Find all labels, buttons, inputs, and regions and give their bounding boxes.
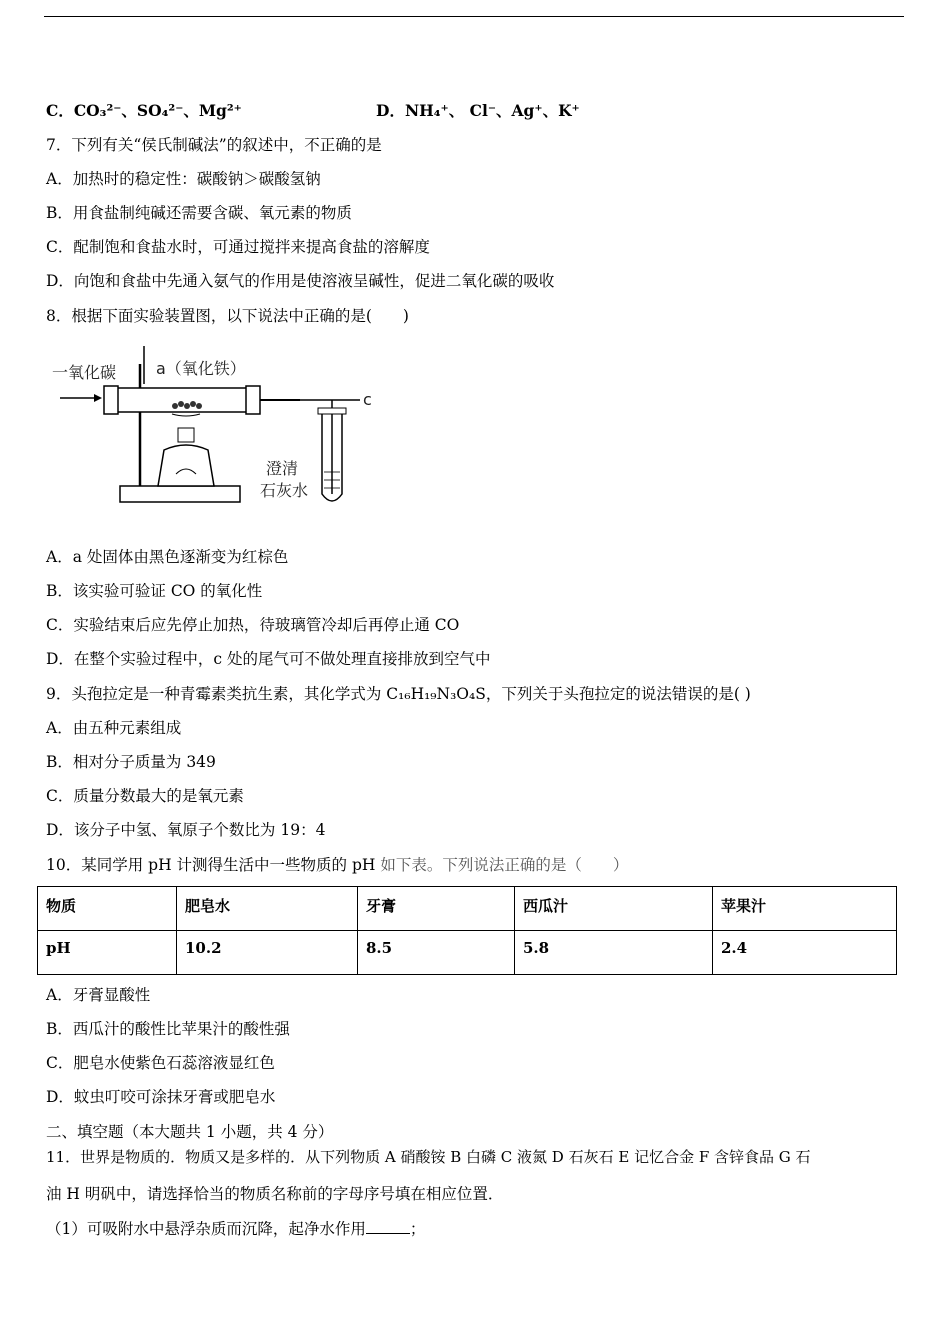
table-cell: pH <box>38 931 177 975</box>
q7-option-d: D．向饱和食盐中先通入氨气的作用是使溶液呈碱性，促进二氧化碳的吸收 <box>46 272 555 290</box>
q6-option-c: C．CO₃²⁻、SO₄²⁻、Mg²⁺ <box>46 101 242 120</box>
label-limewater-1: 澄清 <box>266 459 299 478</box>
q9-option-d: D．该分子中氢、氧原子个数比为 19：4 <box>46 821 326 839</box>
label-carbon-monoxide: 一氧化碳 <box>52 363 117 382</box>
table-cell: 牙膏 <box>358 887 515 931</box>
table-row <box>38 931 897 975</box>
q8-option-a: A．a 处固体由黑色逐渐变为红棕色 <box>46 548 289 566</box>
q10-option-b: B．西瓜汁的酸性比苹果汁的酸性强 <box>46 1020 290 1038</box>
label-c: c <box>363 390 372 409</box>
q7-option-a: A．加热时的稳定性：碳酸钠＞碳酸氢钠 <box>46 170 321 188</box>
q11-sub1-text: （1）可吸附水中悬浮杂质而沉降，起净水作用 <box>46 1220 366 1238</box>
table-cell: 2.4 <box>713 931 897 975</box>
table-cell: 肥皂水 <box>177 887 358 931</box>
q7-option-c: C．配制饱和食盐水时，可通过搅拌来提高食盐的溶解度 <box>46 238 430 256</box>
q9-stem: 9．头孢拉定是一种青霉素类抗生素，其化学式为 C₁₆H₁₉N₃O₄S，下列关于头孢拉定的说法错误的是( ) <box>46 685 751 703</box>
table-cell: 苹果汁 <box>713 887 897 931</box>
q8-option-b: B．该实验可验证 CO 的氧化性 <box>46 582 263 600</box>
table-cell: 5.8 <box>515 931 713 975</box>
table-cell: 物质 <box>38 887 177 931</box>
q8-stem: 8．根据下面实验装置图，以下说法中正确的是( ) <box>46 307 409 325</box>
q8-option-d: D．在整个实验过程中，c 处的尾气可不做处理直接排放到空气中 <box>46 650 491 668</box>
q10-stem-tail: 如下表。下列说法正确的是（ ） <box>380 856 629 874</box>
co-reduction-apparatus-diagram <box>50 344 380 516</box>
ph-table <box>37 886 897 975</box>
q10-stem-main: 10．某同学用 pH 计测得生活中一些物质的 pH <box>46 856 381 874</box>
table-cell: 西瓜汁 <box>515 887 713 931</box>
q7-stem: 7．下列有关“侯氏制碱法”的叙述中，不正确的是 <box>46 136 382 154</box>
table-header-row <box>38 887 897 931</box>
q11-sub1-end: ； <box>409 1220 426 1238</box>
header-rule <box>44 16 904 17</box>
q10-stem <box>46 854 628 876</box>
q9-option-b: B．相对分子质量为 349 <box>46 753 216 771</box>
q11-sub1 <box>46 1218 425 1240</box>
q11-stem-line1: 11．世界是物质的．物质又是多样的．从下列物质 A 硝酸铵 B 白磷 C 液氮 D 石灰石 E 记忆合金 F 含锌食品 G 石 <box>46 1148 811 1166</box>
q8-option-c: C．实验结束后应先停止加热，待玻璃管冷却后再停止通 CO <box>46 616 460 634</box>
section-title: 二、填空题（本大题共 1 小题，共 4 分） <box>46 1123 334 1141</box>
label-a-iron-oxide: a（氧化铁） <box>156 359 246 378</box>
label-limewater-2: 石灰水 <box>260 481 309 500</box>
table-cell: 8.5 <box>358 931 515 975</box>
q10-option-a: A．牙膏显酸性 <box>46 986 151 1004</box>
q7-option-b: B．用食盐制纯碱还需要含碳、氧元素的物质 <box>46 204 352 222</box>
q11-stem-line2: 油 H 明矾中，请选择恰当的物质名称前的字母序号填在相应位置． <box>46 1185 504 1203</box>
q10-option-c: C．肥皂水使紫色石蕊溶液显红色 <box>46 1054 275 1072</box>
q10-option-d: D．蚊虫叮咬可涂抹牙膏或肥皂水 <box>46 1088 276 1106</box>
q9-option-a: A．由五种元素组成 <box>46 719 182 737</box>
q9-option-c: C．质量分数最大的是氧元素 <box>46 787 244 805</box>
table-cell: 10.2 <box>177 931 358 975</box>
answer-blank[interactable] <box>366 1219 410 1234</box>
q6-option-d: D．NH₄⁺、 Cl⁻、Ag⁺、K⁺ <box>376 101 580 120</box>
